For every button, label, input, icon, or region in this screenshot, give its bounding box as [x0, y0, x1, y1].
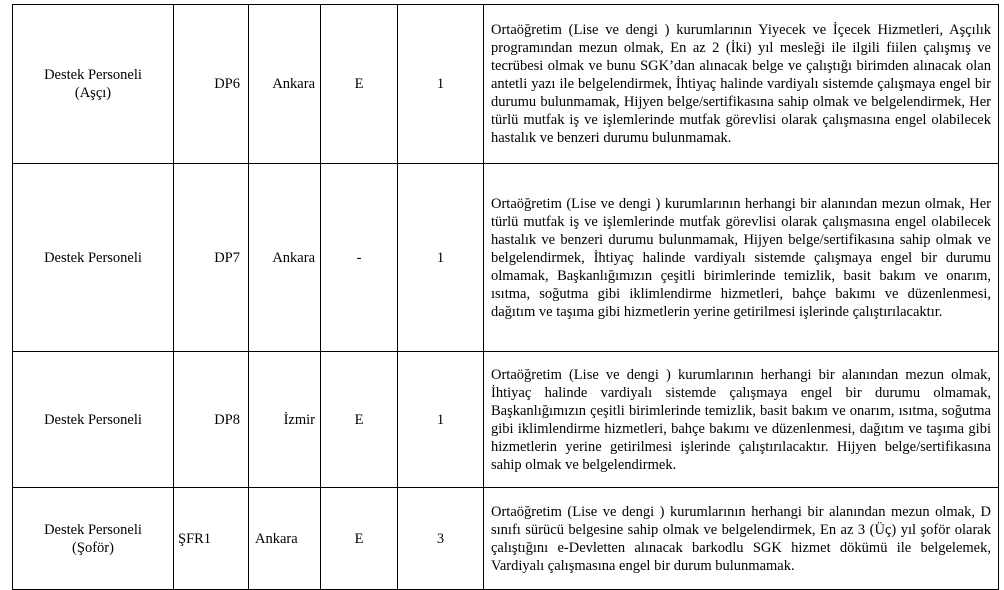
position-gender: -	[321, 164, 398, 352]
position-title-cell	[13, 164, 174, 352]
position-count: 1	[398, 164, 484, 352]
requirements-text: Ortaöğretim (Lise ve dengi ) kurumlarının herhangi bir alanından mezun olmak, D sınıfı sürücü belgesine sahip olmak ve belgelendirmek, En az 3 (Üç) yıl şoför olarak çalıştığını e-Devletten alınacak barkodlu SGK hizmet dökümü ile belgelemek, Vardiyalı çalışmasına engel bir durum bulunmamak.	[491, 503, 991, 574]
positions-table	[12, 4, 999, 590]
position-requirements	[484, 352, 999, 488]
position-title: Destek Personeli	[44, 521, 142, 538]
position-requirements	[484, 5, 999, 164]
position-gender: E	[321, 352, 398, 488]
position-count: 1	[398, 5, 484, 164]
position-subtitle: (Aşçı)	[74, 85, 112, 101]
position-gender: E	[321, 5, 398, 164]
position-city: İzmir	[249, 352, 321, 488]
position-count: 3	[398, 488, 484, 590]
position-title: Destek Personeli	[44, 249, 142, 266]
requirements-text: Ortaöğretim (Lise ve dengi ) kurumlarının herhangi bir alanından mezun olmak, Her türlü mutfak iş ve işlemlerinde mutfak görevlisi olarak çalışmasına engel olabilecek hastalık ve benzeri durumu bulunmamak, Hijyen belge/sertifikasına sahip olmak ve belgelendirmek, İhtiyaç halinde vardiyalı sistemde çalışmaya engel bir durumu olmamak, Başkanlığımızın çeşitli birimlerinde temizlik, basit bakım ve onarım, ısıtma, soğutma gibi iklimlendirme hizmetleri, bahçe bakımı ve düzenlenmesi, dağıtım ve taşıma gibi hizmetlerin yerine getirilmesi işlerinde çalıştırılacaktır.	[491, 195, 991, 320]
position-code: ŞFR1	[174, 488, 249, 590]
position-title: Destek Personeli	[44, 411, 142, 428]
requirements-text: Ortaöğretim (Lise ve dengi ) kurumlarının herhangi bir alanından mezun olmak, İhtiyaç halinde vardiyalı sistemde çalışmaya engel bir durumu olmamak, Başkanlığımızın çeşitli birimlerinde temizlik, basit bakım ve onarım, ısıtma, soğutma gibi iklimlendirme hizmetleri, bahçe bakımı ve düzenlenmesi, dağıtım ve taşıma gibi hizmetlerin yerine getirilmesi işlerinde çalıştırılacaktır. Hijyen belge/sertifikasına sahip olmak ve belgelendirmek.	[491, 366, 991, 473]
table-row	[13, 352, 999, 488]
position-count: 1	[398, 352, 484, 488]
position-title-cell	[13, 352, 174, 488]
table-row	[13, 164, 999, 352]
position-title-cell	[13, 5, 174, 164]
position-requirements	[484, 164, 999, 352]
position-title: Destek Personeli	[44, 67, 142, 83]
position-gender: E	[321, 488, 398, 590]
position-requirements	[484, 488, 999, 590]
position-city: Ankara	[249, 488, 321, 590]
position-code: DP6	[174, 5, 249, 164]
table-row	[13, 5, 999, 164]
position-title-cell	[13, 488, 174, 590]
position-city: Ankara	[249, 5, 321, 164]
table-row	[13, 488, 999, 590]
position-subtitle: (Şoför)	[72, 539, 114, 556]
requirements-text: Ortaöğretim (Lise ve dengi ) kurumlarının Yiyecek ve İçecek Hizmetleri, Aşçılık programından mezun olmak, En az 2 (İki) yıl mesleği ile ilgili fiilen çalışmış ve tecrübesi olmak ve bunu SGK’dan alınacak belge ve çalıştığı birimden alınacak olan antetli yazı ile belgelendirmek, İhtiyaç halinde vardiyalı sistemde çalışmaya engel bir durumu bulunmamak, Hijyen belge/sertifikasına sahip olmak ve belgelendirmek, Her türlü mutfak iş ve işlemlerinde mutfak görevlisi olarak çalışmasına engel olabilecek hastalık ve benzeri durumu bulunmamak.	[491, 22, 991, 146]
position-code: DP8	[174, 352, 249, 488]
position-code: DP7	[174, 164, 249, 352]
position-city: Ankara	[249, 164, 321, 352]
